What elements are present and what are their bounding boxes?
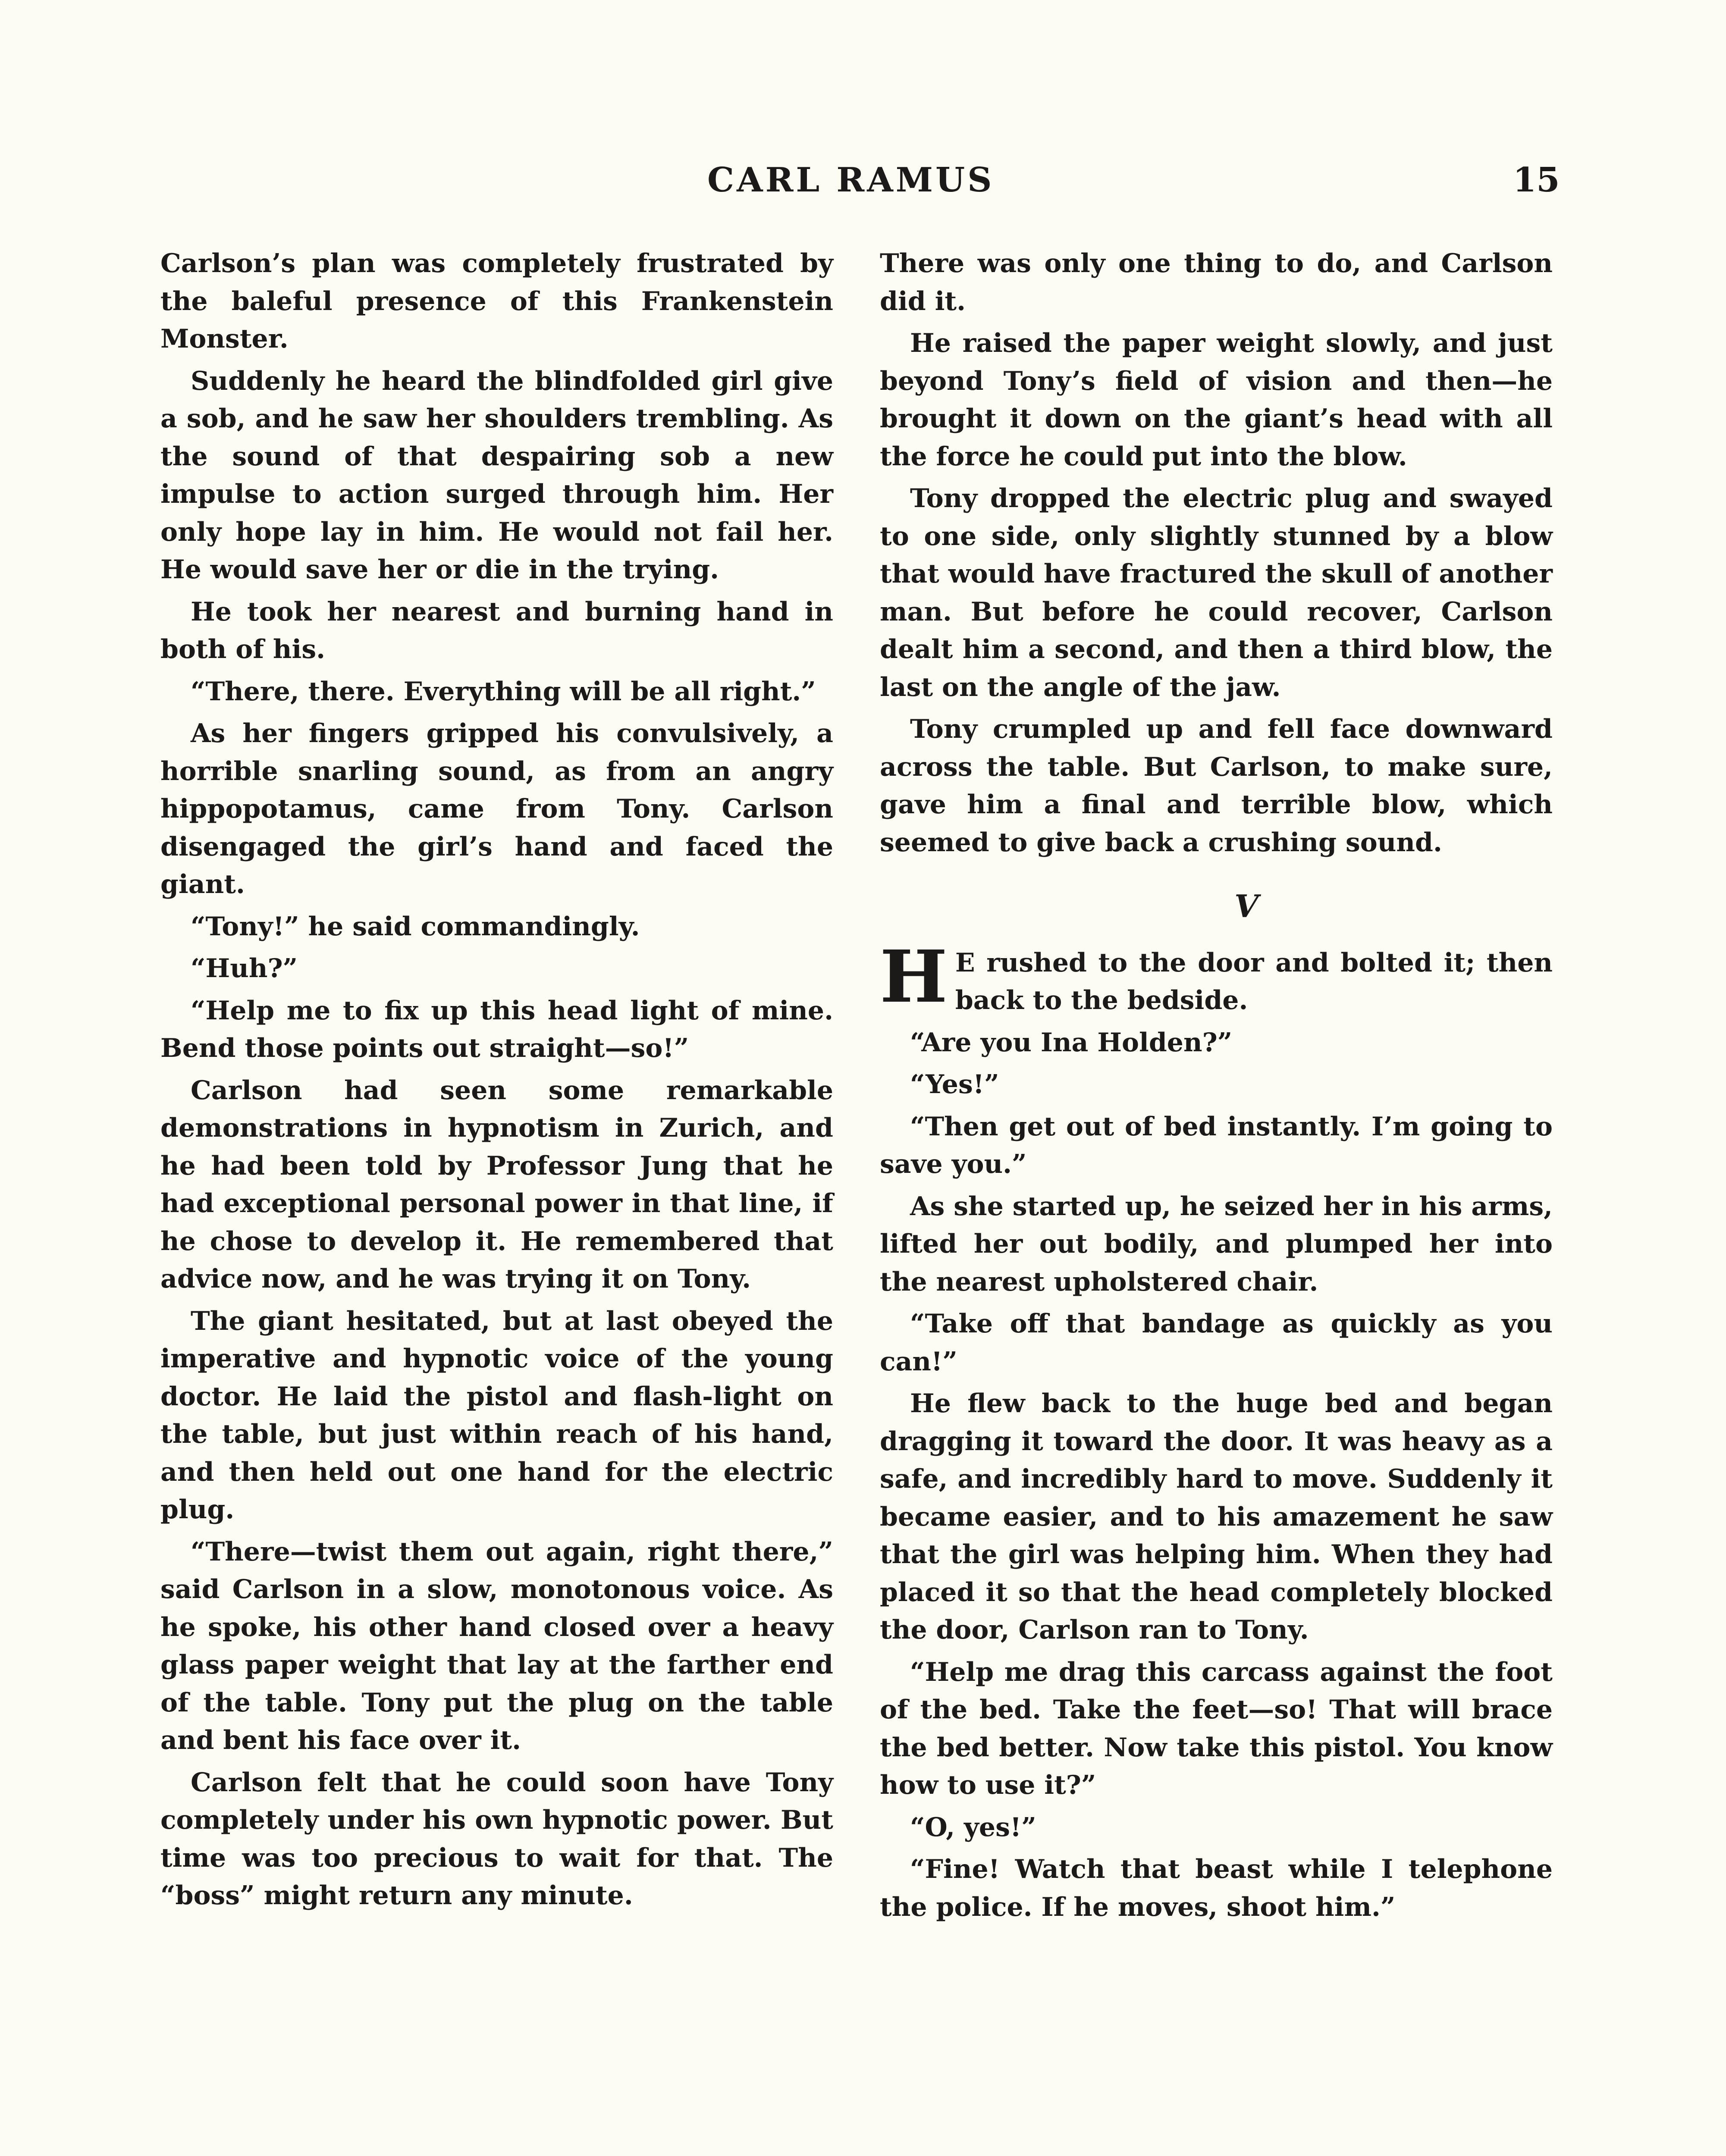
paragraph: “Take off that bandage as quickly as you can!” <box>880 1309 1553 1377</box>
paragraph: “Help me drag this carcass against the foot of the bed. Take the feet—so! That will brace the bed better. Now take this pistol. You know how to use it?” <box>880 1657 1553 1800</box>
paragraph: As she started up, he seized her in his arms, lifted her out bodily, and plumped her into the nearest upholstered chair. <box>880 1191 1553 1297</box>
paragraph: “Yes!” <box>910 1069 999 1100</box>
page-number: 15 <box>1513 160 1560 200</box>
opening-text: E rushed to the door and bolted it; then back to the bedside. <box>955 947 1553 1015</box>
paragraph: The giant hesitated, but at last obeyed the imperative and hypnotic voice of the young doctor. He laid the pistol and flash-light on the table, but just within reach of his hand, and then held out one hand for the electric plug. <box>160 1306 833 1525</box>
paragraph: He flew back to the huge bed and began dragging it toward the door. It was heavy as a safe, and incredibly hard to move. Suddenly it became easier, and to his amazement he saw that the girl was helping him. When they had placed it so that the head completely blocked the door, Carlson ran to Tony. <box>880 1388 1553 1645</box>
paragraph: “Are you Ina Holden?” <box>910 1027 1233 1058</box>
paragraph: Suddenly he heard the blindfolded girl give a sob, and he saw her shoulders trembling. As the sound of that despairing sob a new impulse to action surged through him. Her only hope lay in him. He would not fail her. He would save her or die in the trying. <box>160 366 833 585</box>
paragraph: “Then get out of bed instantly. I’m going to save you.” <box>880 1111 1553 1179</box>
paragraph: “Tony!” he said commandingly. <box>191 911 640 942</box>
left-column <box>160 245 833 1919</box>
paragraph: There was only one thing to do, and Carlson did it. <box>880 248 1553 317</box>
drop-cap: H <box>880 934 948 1019</box>
paragraph: “Huh?” <box>191 953 298 984</box>
paragraph: “There—twist them out again, right there,” said Carlson in a slow, monotonous voice. As he spoke, his other hand closed over a heavy glass paper weight that lay at the farther end of the table. Tony put the plug on the table and bent his face over it. <box>160 1536 833 1755</box>
paragraph: Tony dropped the electric plug and swayed to one side, only slightly stunned by a blow that would have fractured the skull of another man. But before he could recover, Carlson dealt him a second, and then a third blow, the last on the angle of the jaw. <box>880 483 1553 702</box>
paragraph: Tony crumpled up and fell face downward across the table. But Carlson, to make sure, gave him a final and terrible blow, which seemed to give back a crushing sound. <box>880 714 1553 858</box>
paragraph: As her fingers gripped his convulsively, a horrible snarling sound, as from an angry hippopotamus, came from Tony. Carlson disengaged the girl’s hand and faced the giant. <box>160 718 833 899</box>
paragraph: “Help me to fix up this head light of mine. Bend those points out straight—so!” <box>160 995 833 1063</box>
right-column <box>880 245 1553 1930</box>
section-numeral: V <box>1234 888 1258 924</box>
paragraph: Carlson’s plan was completely frustrated by the baleful presence of this Frankenstein Monster. <box>160 248 833 354</box>
paragraph: “Fine! Watch that beast while I telephone the police. If he moves, shoot him.” <box>880 1854 1553 1922</box>
opening-paragraph <box>880 934 1553 1020</box>
paragraph: He took her nearest and burning hand in both of his. <box>160 596 833 664</box>
paragraph: He raised the paper weight slowly, and just beyond Tony’s field of vision and then—he brought it down on the giant’s head with all the force he could put into the blow. <box>880 328 1553 472</box>
running-title: CARL RAMUS <box>707 160 995 200</box>
paragraph: Carlson had seen some remarkable demonstrations in hypnotism in Zurich, and he had been told by Professor Jung that he had exceptional personal power in that line, if he chose to develop it. He remembered that advice now, and he was trying it on Tony. <box>160 1075 833 1294</box>
paragraph: Carlson felt that he could soon have Tony completely under his own hypnotic power. But time was too precious to wait for that. The “boss” might return any minute. <box>160 1767 833 1911</box>
paragraph: “O, yes!” <box>910 1812 1036 1843</box>
paragraph: “There, there. Everything will be all right.” <box>191 676 816 707</box>
